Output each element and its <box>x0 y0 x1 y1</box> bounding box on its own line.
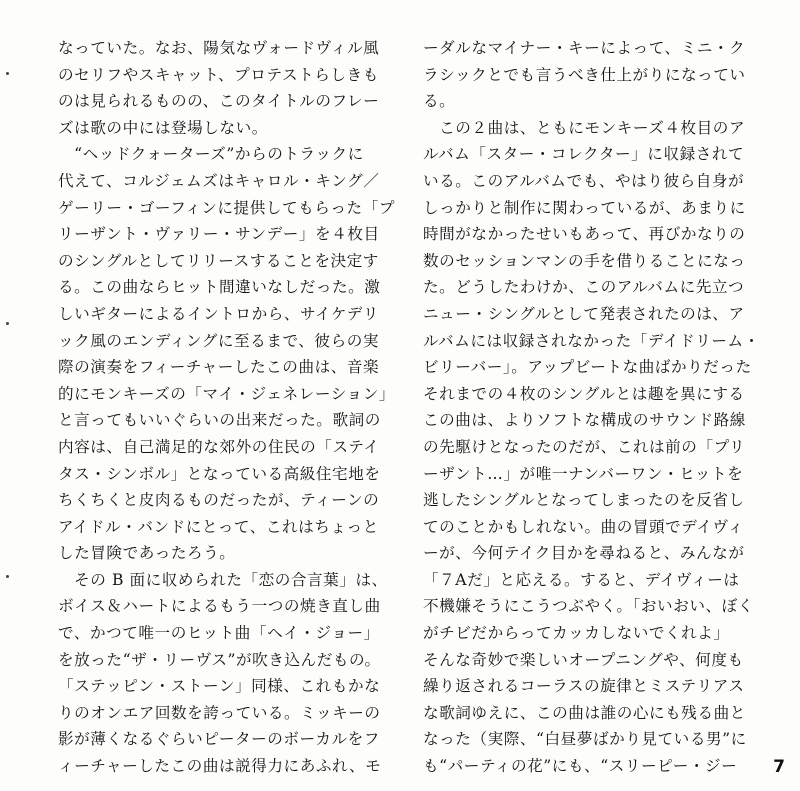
right-text-column <box>423 35 771 780</box>
text-line: ズは歌の中には登場しない。 <box>58 118 268 137</box>
text-line: 際の演奏をフィーチャーしたこの曲は、音楽 <box>58 358 380 377</box>
text-line: なった（実際、“白昼夢ばかり見ている男”に <box>423 730 747 749</box>
binding-mark <box>6 322 9 325</box>
text-line: 代えて、コルジェムズはキャロル・キング／ <box>58 171 380 190</box>
text-line: 繰り返されるコーラスの旋律とミステリアス <box>423 677 745 696</box>
text-line: てのことかもしれない。曲の冒頭でデイヴィ <box>423 517 744 536</box>
text-line: た。どうしたわけか、このアルバムに先立つ <box>423 278 745 297</box>
text-line: リーザント・ヴァリー・サンデー」を４枚目 <box>58 225 380 244</box>
text-line: ルバムには収録されなかった「デイドリーム・ <box>423 331 760 350</box>
text-line: ィーチャーしたこの曲は説得力にあふれ、モ <box>58 757 382 776</box>
text-line: ボイス＆ハートによるもう一つの焼き直し曲 <box>58 597 381 616</box>
text-line: 「７Aだ」と応える。すると、デイヴィーは <box>423 570 740 589</box>
text-line: のは見られるものの、このタイトルのフレー <box>58 92 380 111</box>
binding-mark <box>6 72 9 75</box>
text-line: な歌詞ゆえに、この曲は誰の心にも残る曲と <box>423 703 746 722</box>
text-line: なっていた。なお、陽気なヴォードヴィル風 <box>58 39 380 57</box>
text-line: 「ステッピン・ストーン」同様、これもかな <box>58 677 381 696</box>
text-line: ーザント…」が唯一ナンバーワン・ヒットを <box>423 464 744 483</box>
text-line: しっかりと制作に関わっているが、あまりに <box>423 198 746 217</box>
text-line: 逃したシングルとなってしまったのを反省し <box>423 491 745 510</box>
text-line: しいギターによるイントロから、サイケデリ <box>58 304 380 323</box>
text-line: の先駆けとなったのだが、これは前の「プリ <box>423 437 746 456</box>
text-line: “ヘッドクォーターズ”からのトラックに <box>58 145 364 164</box>
left-text-column <box>58 35 406 780</box>
text-line: ラシックとでも言うべき仕上がりになってい <box>423 65 746 84</box>
text-line: この２曲は、ともにモンキーズ４枚目のア <box>423 118 746 137</box>
text-line: ルバム「スター・コレクター」に収録されて <box>423 145 745 164</box>
text-line: 的にモンキーズの「マイ・ジェネレーション」 <box>58 384 395 403</box>
text-line: のセリフやスキャット、プロテストらしきも <box>58 65 379 84</box>
text-line: を放った“ザ・リーヴス”が吹き込んだもの。 <box>58 650 381 669</box>
text-line: ゲーリー・ゴーフィンに提供してもらった「プ <box>58 198 395 217</box>
text-line: この曲は、よりソフトな構成のサウンド路線 <box>423 411 746 430</box>
text-line: ック風のエンディングに至るまで、彼らの実 <box>58 331 380 350</box>
text-line: る。この曲ならヒット間違いなしだった。激 <box>58 278 381 297</box>
text-line: ーダルなマイナー・キーによって、ミニ・ク <box>423 39 746 57</box>
text-line: それまでの４枚のシングルとは趣を異にする <box>423 384 745 403</box>
text-line: と言ってもいいぐらいの出来だった。歌詞の <box>58 411 381 430</box>
text-line: りのオンエア回数を誇っている。ミッキーの <box>58 703 381 722</box>
binding-mark <box>6 575 9 578</box>
text-line: も“パーティの花”にも、“スリーピー・ジー <box>423 757 738 776</box>
text-line: がチビだからってカッカしないでくれよ」 <box>423 624 730 643</box>
text-line: その B 面に収められた「恋の合言葉」は、 <box>58 570 388 589</box>
text-line: 不機嫌そうにこうつぶやく。「おいおい、ぼく <box>423 597 754 616</box>
text-line: 影が薄くなるぐらいピーターのボーカルをフ <box>58 730 380 749</box>
text-line: いる。このアルバムでも、やはり彼ら自身が <box>423 171 745 190</box>
text-line: 時間がなかったせいもあって、再びかなりの <box>423 225 746 244</box>
text-line: で、かつて唯一のヒット曲「ヘイ・ジョー」 <box>58 624 380 643</box>
text-line: そんな奇妙で楽しいオープニングや、何度も <box>423 650 744 669</box>
text-line: タス・シンボル」となっている高級住宅地を <box>58 464 381 483</box>
text-line: ちくちくと皮肉るものだったが、ティーンの <box>58 491 380 510</box>
text-line: アイドル・バンドにとって、これはちょっと <box>58 517 379 536</box>
text-line: 内容は、自己満足的な郊外の住民の「ステイ <box>58 437 380 456</box>
page-number: 7 <box>773 757 785 777</box>
text-line: ニュー・シングルとして発表されたのは、ア <box>423 304 745 323</box>
text-line: る。 <box>423 92 456 111</box>
text-line: 数のセッションマンの手を借りることになっ <box>423 251 746 270</box>
text-line: ビリーバー」。アップビートな曲ばかりだった <box>423 358 752 377</box>
text-line: のシングルとしてリリースすることを決定す <box>58 251 379 270</box>
text-line: した冒険であったろう。 <box>58 544 236 563</box>
text-line: ーが、今何テイク目かを尋ねると、みんなが <box>423 544 745 563</box>
